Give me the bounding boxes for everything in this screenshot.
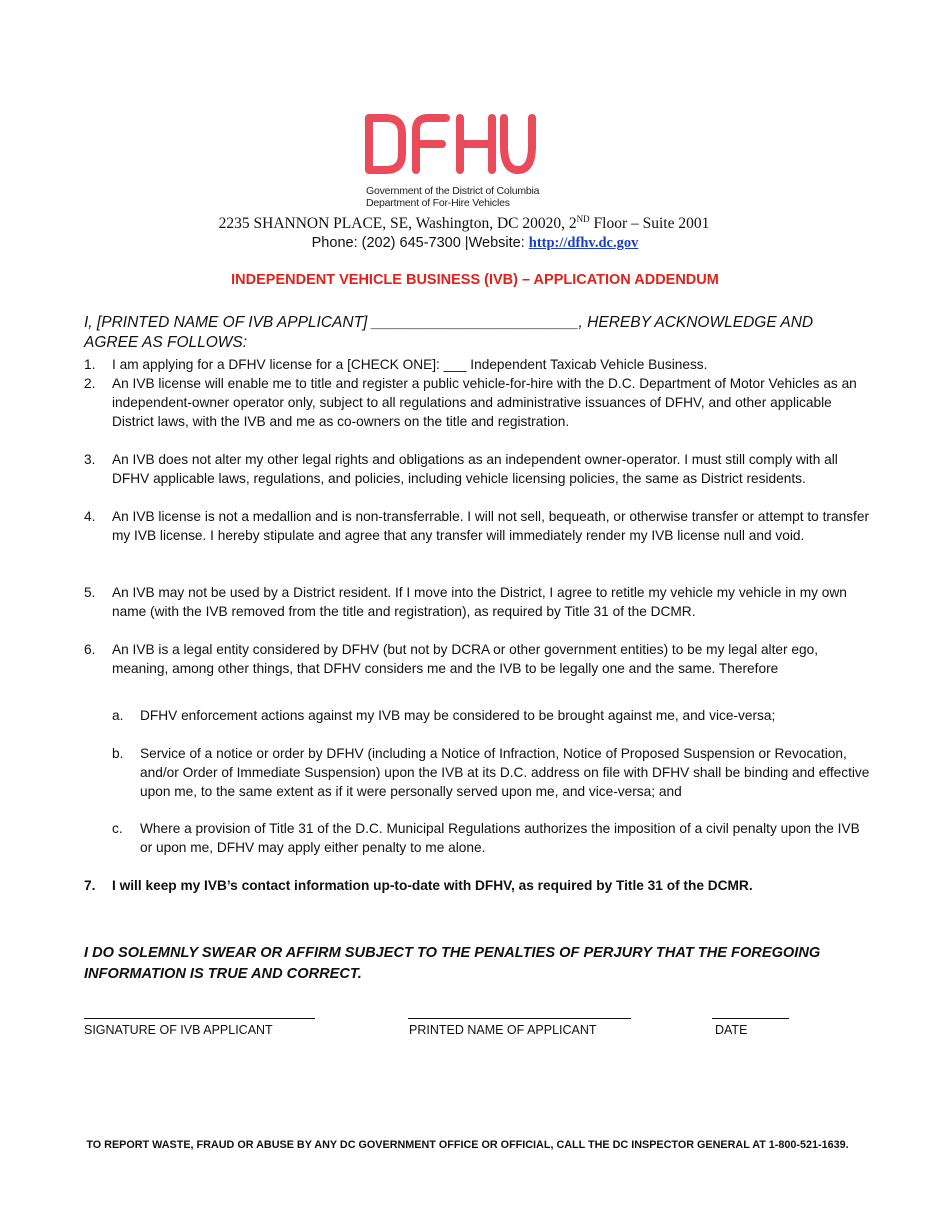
list-item xyxy=(84,450,874,488)
list-item xyxy=(84,640,874,678)
page-title: INDEPENDENT VEHICLE BUSINESS (IVB) – APPLICATION ADDENDUM xyxy=(231,272,719,288)
item-number: 7. xyxy=(84,878,96,893)
item-number: 1. xyxy=(84,357,96,372)
item-text: An IVB is a legal entity considered by DFHV (but not by DCRA or other government entities) to be my legal alter ego, meaning, among other things, that DFHV considers me and the IVB to be legally one and the same. Therefore xyxy=(112,642,819,676)
dfhv-logo-icon xyxy=(364,112,536,176)
list-item xyxy=(84,355,874,374)
item-number: 4. xyxy=(84,509,96,524)
address-line xyxy=(0,214,928,233)
sub-list-item xyxy=(112,819,872,857)
sub-list-item xyxy=(112,744,872,801)
printed-name-label: PRINTED NAME OF APPLICANT xyxy=(409,1023,597,1037)
item-text: I will keep my IVB’s contact information up-to-date with DFHV, as required by Title 31 of the DCMR. xyxy=(112,878,753,893)
item-text: An IVB may not be used by a District resident. If I move into the District, I agree to retitle my vehicle my vehicle in my own name (with the IVB removed from the title and registration), as required by Title 31 of the DCMR. xyxy=(112,585,847,619)
footer-notice: TO REPORT WASTE, FRAUD OR ABUSE BY ANY DC GOVERNMENT OFFICE OR OFFICIAL, CALL THE DC INSPECTOR GENERAL AT 1-800-521-1639. xyxy=(86,1139,849,1151)
date-label: DATE xyxy=(715,1023,748,1037)
dfhv-logo xyxy=(364,112,544,209)
signature-label: SIGNATURE OF IVB APPLICANT xyxy=(84,1023,273,1037)
sub-list-item xyxy=(112,706,872,725)
printed-name-line[interactable] xyxy=(408,1008,631,1019)
list-item xyxy=(84,374,874,431)
acknowledgement-statement: I, [PRINTED NAME OF IVB APPLICANT] ________________________, HEREBY ACKNOWLEDGE AND AGREE AS FOLLOWS: xyxy=(84,314,814,351)
sub-item-text: DFHV enforcement actions against my IVB may be considered to be brought against me, and vice-versa; xyxy=(140,708,776,723)
item-text: An IVB license will enable me to title and register a public vehicle-for-hire with the D.C. Department of Motor Vehicles as an independent-owner operator only, subject to all regulations and administrative issuances of DFHV, and other applicable District laws, with the IVB and me as co-owners on the title and registration. xyxy=(112,376,857,429)
address-suite: Floor – Suite 2001 xyxy=(589,215,710,233)
address-text: 2235 SHANNON PLACE, SE, Washington, DC 20020, 2 xyxy=(218,215,577,233)
address-floor-superscript: ND xyxy=(576,214,590,224)
contact-line xyxy=(0,235,950,252)
sub-item-text: Service of a notice or order by DFHV (including a Notice of Infraction, Notice of Proposed Suspension or Revocation, and/or Order of Immediate Suspension) upon the IVB at its D.C. address on file with DFHV shall be binding and effective upon me, to the same extent as if it were personally served upon me, and vice-versa; and xyxy=(140,746,870,799)
date-line[interactable] xyxy=(712,1008,789,1019)
sub-item-letter: a. xyxy=(112,708,124,723)
item-number: 6. xyxy=(84,642,96,657)
item-number: 5. xyxy=(84,585,96,600)
item-text: An IVB does not alter my other legal rights and obligations as an independent owner-operator. I must still comply with all DFHV applicable laws, regulations, and policies, including vehicle licensing policies, the same as District residents. xyxy=(112,452,838,486)
list-item xyxy=(84,507,874,545)
oath-statement: I DO SOLEMNLY SWEAR OR AFFIRM SUBJECT TO THE PENALTIES OF PERJURY THAT THE FOREGOING INFORMATION IS TRUE AND CORRECT. xyxy=(84,945,821,982)
sub-item-letter: c. xyxy=(112,821,123,836)
item-number: 2. xyxy=(84,376,96,391)
item-text: An IVB license is not a medallion and is non-transferrable. I will not sell, bequeath, or otherwise transfer or attempt to transfer my IVB license. I hereby stipulate and agree that any transfer will immediately render my IVB license null and void. xyxy=(112,509,869,543)
logo-line-government: Government of the District of Columbia xyxy=(366,185,540,197)
phone-text: Phone: (202) 645-7300 |Website: xyxy=(311,235,529,251)
logo-line-department: Department of For-Hire Vehicles xyxy=(366,197,510,209)
signature-line[interactable] xyxy=(84,1008,315,1019)
list-item-bold xyxy=(84,876,874,895)
item-number: 3. xyxy=(84,452,96,467)
list-item xyxy=(84,583,874,621)
logo-subtitle xyxy=(366,185,539,209)
sub-item-letter: b. xyxy=(112,746,124,761)
sub-item-text: Where a provision of Title 31 of the D.C. Municipal Regulations authorizes the imposition of a civil penalty upon the IVB or upon me, DFHV may apply either penalty to me alone. xyxy=(140,821,860,855)
website-link[interactable]: http://dfhv.dc.gov xyxy=(528,235,639,251)
item-text: I am applying for a DFHV license for a [CHECK ONE]: ___ Independent Taxicab Vehicle Business. xyxy=(112,357,708,372)
